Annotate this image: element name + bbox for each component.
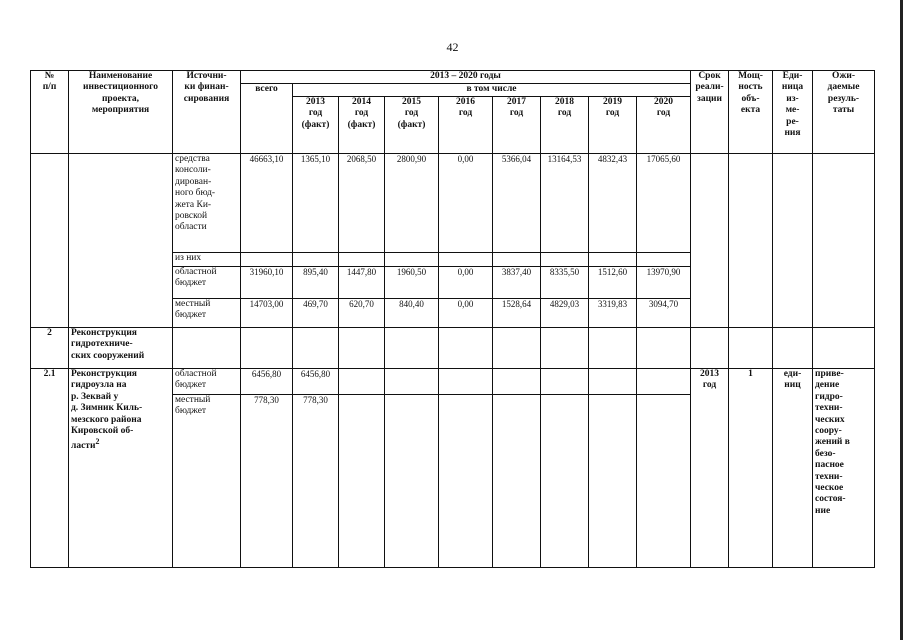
table-row — [31, 328, 875, 369]
value-cell: 3094,70 — [637, 299, 691, 328]
value-cell: 13970,90 — [637, 267, 691, 299]
footnote-mark: 2 — [95, 437, 100, 447]
value-cell: 17065,60 — [637, 154, 691, 253]
value-cell: 0,00 — [439, 299, 493, 328]
measurement-unit: еди- ниц — [773, 369, 813, 568]
header-year: 2015 год (факт) — [385, 97, 439, 154]
value-cell: 0,00 — [439, 267, 493, 299]
value-cell: 5366,04 — [493, 154, 541, 253]
page-number: 42 — [446, 40, 459, 54]
value-cell: 8335,50 — [541, 267, 589, 299]
header-unit: Еди- ница из- ме- ре- ния — [773, 71, 813, 154]
table-row — [31, 154, 875, 253]
header-name: Наименование инвестиционного проекта, мероприятия — [69, 71, 173, 154]
scan-edge-line — [900, 0, 903, 640]
header-total: всего — [241, 84, 293, 154]
value-cell: 4829,03 — [541, 299, 589, 328]
header-year: 2014 год (факт) — [339, 97, 385, 154]
value-cell: 14703,00 — [241, 299, 293, 328]
value-cell: 46663,10 — [241, 154, 293, 253]
value-cell: 6456,80 — [293, 369, 339, 395]
source-cell: областной бюджет — [173, 267, 241, 299]
row-number: 2.1 — [31, 369, 69, 568]
value-cell: 1512,60 — [589, 267, 637, 299]
value-cell: 620,70 — [339, 299, 385, 328]
value-cell: 4832,43 — [589, 154, 637, 253]
source-cell: средства консоли- дирован- ного бюд- жета Ки- ровской области — [173, 154, 241, 253]
source-cell: местный бюджет — [173, 299, 241, 328]
table-row — [31, 369, 875, 395]
value-cell: 469,70 — [293, 299, 339, 328]
value-cell: 840,40 — [385, 299, 439, 328]
header-term: Срок реали- зации — [691, 71, 729, 154]
value-cell: 2800,90 — [385, 154, 439, 253]
value-cell: 13164,53 — [541, 154, 589, 253]
investment-projects-table — [30, 70, 875, 568]
header-results: Ожи- даемые резуль- таты — [813, 71, 875, 154]
implementation-term: 2013 год — [691, 369, 729, 568]
header-period: 2013 – 2020 годы — [241, 71, 691, 84]
header-capacity: Мощ- ность объ- екта — [729, 71, 773, 154]
header-year: 2017 год — [493, 97, 541, 154]
value-cell: 6456,80 — [241, 369, 293, 395]
source-cell: областной бюджет — [173, 369, 241, 395]
header-source: Источни- ки финан- сирования — [173, 71, 241, 154]
header-including: в том числе — [293, 84, 691, 97]
row-number: 2 — [31, 328, 69, 369]
value-cell: 1447,80 — [339, 267, 385, 299]
expected-results: приве- дение гидро- техни- ческих соору- жений в безо- пасное техни- ческое состоя- ние — [813, 369, 875, 568]
project-name: Реконструкция гидроузла на р. Зеквай у д. Зимник Киль- мезского района Кировской об- ласти$^2$ — [69, 369, 173, 568]
value-cell: 2068,50 — [339, 154, 385, 253]
value-cell: 0,00 — [439, 154, 493, 253]
value-cell: 1365,10 — [293, 154, 339, 253]
header-year: 2019 год — [589, 97, 637, 154]
object-capacity: 1 — [729, 369, 773, 568]
value-cell: 778,30 — [293, 395, 339, 568]
header-year: 2018 год — [541, 97, 589, 154]
value-cell: 3319,83 — [589, 299, 637, 328]
source-cell: из них — [173, 253, 241, 267]
header-year: 2013 год (факт) — [293, 97, 339, 154]
header-year: 2020 год — [637, 97, 691, 154]
value-cell: 1960,50 — [385, 267, 439, 299]
value-cell: 778,30 — [241, 395, 293, 568]
header-year: 2016 год — [439, 97, 493, 154]
project-name: Реконструкция гидротехниче- ских сооружений — [69, 328, 173, 369]
header-num: № п/п — [31, 71, 69, 154]
value-cell: 3837,40 — [493, 267, 541, 299]
value-cell: 31960,10 — [241, 267, 293, 299]
value-cell: 1528,64 — [493, 299, 541, 328]
value-cell: 895,40 — [293, 267, 339, 299]
source-cell: местный бюджет — [173, 395, 241, 568]
